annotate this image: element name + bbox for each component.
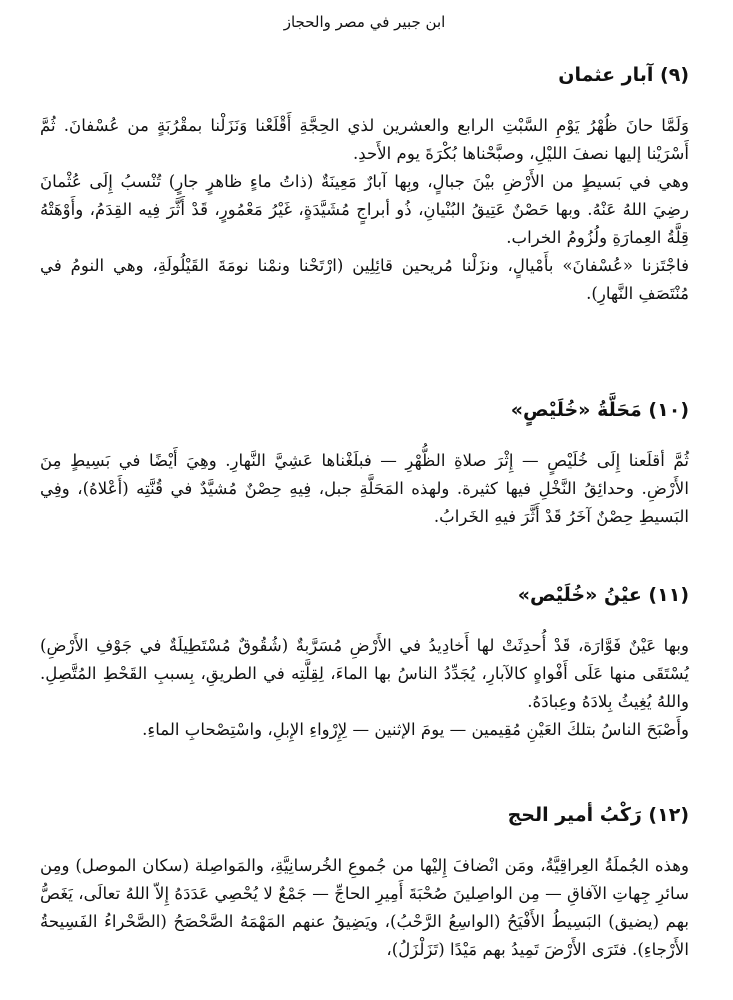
section-heading: (٩) آبار عثمان bbox=[558, 64, 689, 86]
running-header: ابن جبير في مصر والحجاز bbox=[283, 13, 446, 31]
paragraph: وأَصْبَحَ الناسُ بتلكَ العَيْنِ مُقِيمين — يومَ الإثنين — لِإِرْواءِ الإِبلِ، واسْتِصْحابِ الماءِ. bbox=[142, 720, 689, 739]
section-heading: (١٢) رَكْبُ أمير الحج bbox=[507, 804, 689, 826]
section-9 bbox=[40, 60, 689, 308]
paragraph: وبها عَيْنٌ فَوَّارَة، قَدْ أُحدِثَتْ لها أَخادِيدُ في الأَرْضِ مُسَرَّبةٌ (شُقُوقٌ مُسْتَطِيلَةٌ في جَوْفِ الأَرْضِ) يُسْتَقَى منها عَلَى أَفْواهٍ كالآبارِ، يُجَدِّدُ الناسُ بها الماءَ، لِقِلَّتِه في الطريقِ، بِسببِ القَحْطِ المُتَّصِلِ. واللهُ يُغِيثُ بِلادَهُ وعِبادَهُ. bbox=[40, 636, 689, 711]
paragraph: وهي في بَسيطٍ من الأَرْضِ بيْنَ جبالٍ، وبِها آبارٌ مَعِينَةٌ (ذاتُ ماءٍ ظاهرٍ جارٍ) تُنْسبُ إِلَى عُثْمانَ رضِيَ اللهُ عَنْهُ. وبها حَصْنٌ عَتِيقُ البُنْيانِ، ذُو أبراجٍ مُشَيَّدَةٍ، غَيْرُ مَعْمُورٍ، قَدْ أَثَّرَ فِيه القِدَمُ، وأَوْهَتْهُ قِلَّةُ العِمارَةِ ولُزُومُ الخراب. bbox=[40, 172, 689, 247]
paragraph: ثُمَّ أقلَعنا إِلَى خُلَيْصٍ — إِثْرَ صلاةِ الظُّهْرِ — فبلَغْناها عَشِيَّ النَّهارِ. وهِيَ أَيْضًا في بَسِيطٍ مِنَ الأَرْضِ. وحدائِقُ النَّخْلِ فيها كثيرة. ولهذه المَحَلَّةِ جبل، فِيهِ حِصْنٌ مُشيَّدٌ في قُنَّتِه (أَعْلاهُ)، وفِي البَسيطِ حِصْنٌ آخَرُ قَدْ أَثَّرَ فيهِ الخَرابُ. bbox=[40, 451, 689, 526]
section-10 bbox=[40, 395, 689, 531]
section-heading: (١٠) مَحَلَّةُ «خُلَيْصٍ» bbox=[510, 399, 689, 421]
paragraph: وهذه الجُملَةُ العِراقِيَّةُ، ومَن انْضافَ إِليْها من جُموعِ الخُرسانِيَّةِ، والمَواصِلة (سكان الموصل) ومِن سائرِ جِهاتِ الآفاقِ — مِن الواصِلينَ صُحْبَةَ أَمِيرِ الحاجِّ — جَمْعٌ لا يُحْصِي عَدَدَهُ إِلاّ اللهُ تعالَى، يَغَصُّ بهم (يضيق) البَسِيطُ الأَفْيَحُ (الواسِعُ الرَّحْبُ)، ويَضِيقُ عنهم المَهْمَهُ الصَّحْصَحُ (الصَّحْراءُ الفَسِيحةُ الأَرْجاءِ). فتَرَى الأَرْضَ تَمِيدُ بهم مَيْدًا (تَزَلْزَلُ)، bbox=[40, 856, 689, 959]
paragraph: فاجْتَزنا «عُسْفانَ» بأَمْيالٍ، ونزَلْنا مُريحين قائِلِين (ارْتَحْنا ونمْنا نومَةَ القَيْلُولَةِ، وهي النومُ في مُنْتَصَفِ النَّهارِ). bbox=[40, 256, 689, 303]
section-12 bbox=[40, 800, 689, 964]
paragraph: وَلَمَّا حانَ ظُهْرُ يَوْمِ السَّبْتِ الرابع والعشرين لذي الحِجَّةِ أَقْلَعْنا وَنَزَلْنا بمقْرُبَةٍ من عُسْفانَ. ثُمَّ أَسْرَيْنا إليها نصفَ الليْلِ، وصبَّحْناها بُكْرَةَ يوم الأَحدِ. bbox=[40, 116, 689, 163]
section-11 bbox=[40, 580, 689, 744]
section-heading: (١١) عيْنُ «خُلَيْص» bbox=[517, 584, 689, 606]
